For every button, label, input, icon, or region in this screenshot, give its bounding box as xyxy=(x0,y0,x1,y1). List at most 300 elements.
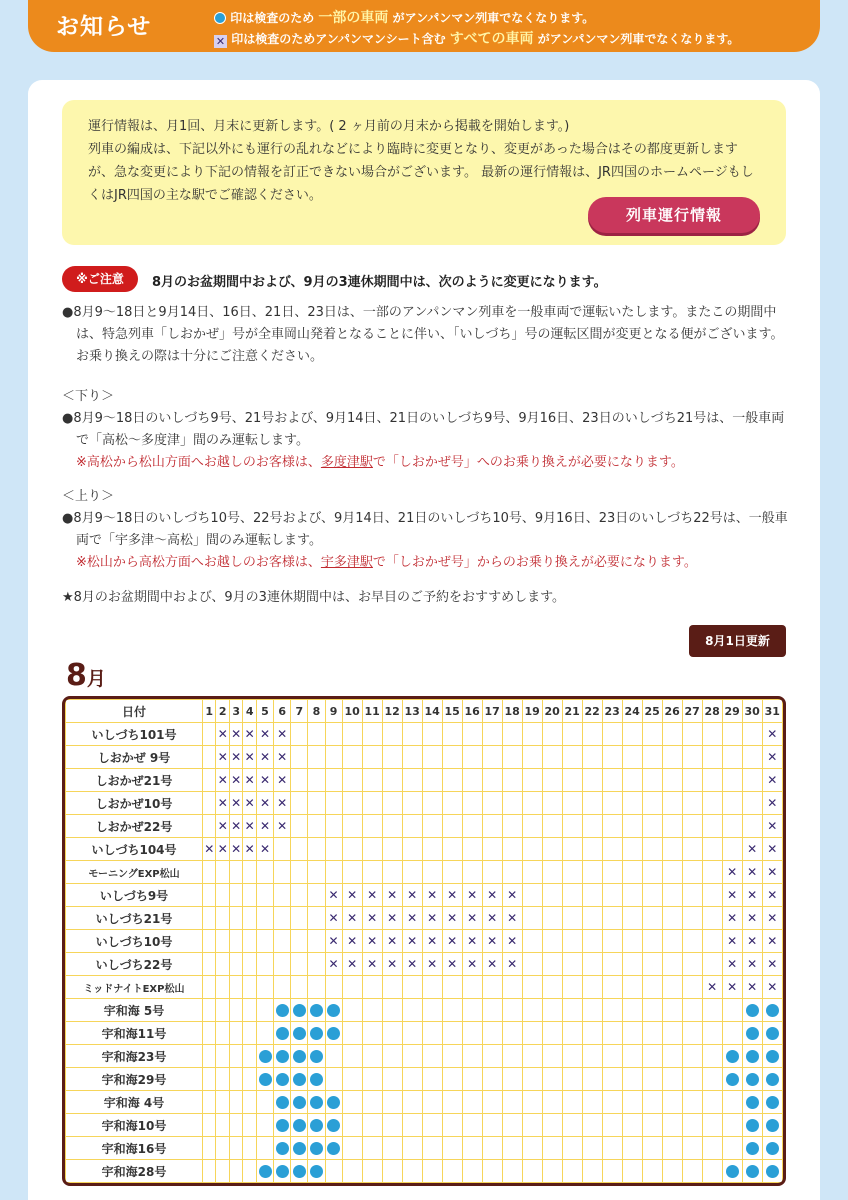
cell-partial xyxy=(291,1045,307,1067)
train-name: ミッドナイトEXP松山 xyxy=(66,976,202,998)
cell-empty xyxy=(703,723,722,745)
cell-empty xyxy=(383,723,402,745)
cell-empty xyxy=(483,1091,502,1113)
day-header: 10 xyxy=(343,700,362,722)
cell-empty xyxy=(723,723,742,745)
cell-partial xyxy=(274,1114,290,1136)
cell-empty xyxy=(703,1137,722,1159)
cell-empty xyxy=(703,861,722,883)
x-mark-icon: ✕ xyxy=(723,861,742,883)
day-header: 5 xyxy=(257,700,273,722)
cell-empty xyxy=(503,1068,522,1090)
cell-empty xyxy=(483,861,502,883)
cell-empty xyxy=(291,907,307,929)
cell-empty xyxy=(403,1045,422,1067)
cell-empty xyxy=(443,723,462,745)
cell-empty xyxy=(443,1022,462,1044)
cell-empty xyxy=(523,815,542,837)
cell-empty xyxy=(543,907,562,929)
cell-partial xyxy=(308,1114,324,1136)
x-mark-icon: ✕ xyxy=(274,815,290,837)
cell-empty xyxy=(423,976,442,998)
cell-empty xyxy=(343,1068,362,1090)
x-mark-icon: ✕ xyxy=(274,792,290,814)
blue-dot-icon xyxy=(746,1050,759,1063)
x-mark-icon: ✕ xyxy=(243,838,255,860)
cell-empty xyxy=(563,999,582,1021)
x-mark-icon: ✕ xyxy=(763,976,782,998)
cell-empty xyxy=(291,769,307,791)
blue-dot-icon xyxy=(746,1142,759,1155)
x-mark-icon: ✕ xyxy=(423,907,442,929)
cell-empty xyxy=(503,1137,522,1159)
cell-empty xyxy=(203,1068,215,1090)
cell-empty xyxy=(243,1114,255,1136)
cell-empty xyxy=(603,815,622,837)
x-mark-icon: ✕ xyxy=(463,953,482,975)
table-row xyxy=(66,861,782,883)
cell-empty xyxy=(230,861,242,883)
cell-empty xyxy=(291,815,307,837)
cell-partial xyxy=(763,999,782,1021)
table-row xyxy=(66,976,782,998)
blue-dot-icon xyxy=(310,1050,323,1063)
blue-dot-icon xyxy=(310,1165,323,1178)
cell-empty xyxy=(523,746,542,768)
cell-empty xyxy=(483,1068,502,1090)
cell-empty xyxy=(543,769,562,791)
cell-partial xyxy=(274,1091,290,1113)
cell-empty xyxy=(423,1022,442,1044)
cell-empty xyxy=(423,723,442,745)
cell-empty xyxy=(383,769,402,791)
x-mark-icon: ✕ xyxy=(443,884,462,906)
cell-empty xyxy=(216,1045,228,1067)
day-header: 6 xyxy=(274,700,290,722)
table-row xyxy=(66,723,782,745)
cell-empty xyxy=(503,1091,522,1113)
day-header: 28 xyxy=(703,700,722,722)
train-operation-info-button[interactable]: 列車運行情報 xyxy=(588,197,760,233)
x-mark-icon: ✕ xyxy=(326,907,342,929)
x-mark-icon: ✕ xyxy=(763,838,782,860)
x-mark-icon: ✕ xyxy=(423,884,442,906)
cell-empty xyxy=(443,1137,462,1159)
cell-empty xyxy=(483,1045,502,1067)
cell-empty xyxy=(623,861,642,883)
cell-empty xyxy=(343,976,362,998)
cell-empty xyxy=(363,815,382,837)
cell-empty xyxy=(403,1114,422,1136)
cell-empty xyxy=(603,769,622,791)
cell-empty xyxy=(403,792,422,814)
cell-empty xyxy=(503,769,522,791)
cell-empty xyxy=(291,861,307,883)
blue-dot-icon xyxy=(327,1119,340,1132)
cell-empty xyxy=(503,792,522,814)
cell-empty xyxy=(643,999,662,1021)
cell-empty xyxy=(423,1137,442,1159)
cell-empty xyxy=(463,1045,482,1067)
cell-partial xyxy=(743,1022,762,1044)
cell-empty xyxy=(623,930,642,952)
cell-empty xyxy=(603,792,622,814)
cell-empty xyxy=(230,1022,242,1044)
day-header: 30 xyxy=(743,700,762,722)
cell-empty xyxy=(257,930,273,952)
cell-empty xyxy=(583,861,602,883)
cell-partial xyxy=(326,1091,342,1113)
cell-partial xyxy=(257,1045,273,1067)
x-mark-icon: ✕ xyxy=(326,884,342,906)
cell-empty xyxy=(243,1068,255,1090)
cell-empty xyxy=(563,1160,582,1182)
train-name: 宇和海 5号 xyxy=(66,999,202,1021)
cell-empty xyxy=(230,907,242,929)
cell-empty xyxy=(463,723,482,745)
cell-partial xyxy=(723,1068,742,1090)
cell-empty xyxy=(243,1137,255,1159)
x-mark-icon: ✕ xyxy=(215,35,226,48)
cell-empty xyxy=(683,1045,702,1067)
cell-empty xyxy=(274,930,290,952)
x-mark-icon: ✕ xyxy=(743,838,762,860)
cell-partial xyxy=(723,1045,742,1067)
x-mark-icon: ✕ xyxy=(403,953,422,975)
cell-empty xyxy=(230,1114,242,1136)
cell-empty xyxy=(326,838,342,860)
cell-empty xyxy=(230,930,242,952)
cell-partial xyxy=(291,1160,307,1182)
cell-partial xyxy=(326,1137,342,1159)
train-name: しおかぜ21号 xyxy=(66,769,202,791)
blue-dot-icon xyxy=(293,1050,306,1063)
cell-empty xyxy=(403,746,422,768)
cell-empty xyxy=(523,838,542,860)
train-name: 宇和海28号 xyxy=(66,1160,202,1182)
cell-empty xyxy=(203,953,215,975)
cell-empty xyxy=(463,861,482,883)
cell-empty xyxy=(683,723,702,745)
cell-empty xyxy=(423,815,442,837)
cell-empty xyxy=(243,953,255,975)
cell-empty xyxy=(683,1091,702,1113)
blue-dot-icon xyxy=(276,1165,289,1178)
day-header: 20 xyxy=(543,700,562,722)
blue-dot-icon xyxy=(276,1073,289,1086)
cell-empty xyxy=(543,1045,562,1067)
cell-empty xyxy=(583,1022,602,1044)
cell-empty xyxy=(583,1114,602,1136)
cell-empty xyxy=(230,884,242,906)
cell-empty xyxy=(383,838,402,860)
cell-empty xyxy=(563,746,582,768)
cell-empty xyxy=(563,1114,582,1136)
cell-empty xyxy=(463,976,482,998)
blue-dot-icon xyxy=(293,1119,306,1132)
day-header: 19 xyxy=(523,700,542,722)
cell-empty xyxy=(583,976,602,998)
cell-empty xyxy=(523,953,542,975)
cell-empty xyxy=(326,769,342,791)
day-header: 18 xyxy=(503,700,522,722)
table-row xyxy=(66,792,782,814)
cell-empty xyxy=(643,815,662,837)
x-mark-icon: ✕ xyxy=(363,884,382,906)
cell-empty xyxy=(523,792,542,814)
x-mark-icon: ✕ xyxy=(243,815,255,837)
cell-empty xyxy=(643,1022,662,1044)
cell-empty xyxy=(543,999,562,1021)
cell-empty xyxy=(291,976,307,998)
cell-empty xyxy=(523,1068,542,1090)
cell-empty xyxy=(603,907,622,929)
cell-empty xyxy=(663,884,682,906)
cell-empty xyxy=(308,792,324,814)
cell-empty xyxy=(523,999,542,1021)
day-header: 8 xyxy=(308,700,324,722)
cell-empty xyxy=(326,861,342,883)
blue-dot-icon xyxy=(276,1119,289,1132)
cell-empty xyxy=(603,861,622,883)
cell-empty xyxy=(243,1160,255,1182)
cell-empty xyxy=(291,746,307,768)
month-title: 8月 xyxy=(66,658,106,693)
blue-dot-icon xyxy=(259,1050,272,1063)
x-mark-icon: ✕ xyxy=(243,792,255,814)
day-header: 13 xyxy=(403,700,422,722)
cell-empty xyxy=(703,953,722,975)
blue-dot-icon xyxy=(746,1119,759,1132)
cell-empty xyxy=(663,976,682,998)
cell-empty xyxy=(308,861,324,883)
cell-empty xyxy=(643,838,662,860)
cell-empty xyxy=(563,861,582,883)
cell-empty xyxy=(623,723,642,745)
cell-empty xyxy=(326,1068,342,1090)
cell-empty xyxy=(363,1022,382,1044)
cell-empty xyxy=(683,746,702,768)
cell-empty xyxy=(343,815,362,837)
cell-partial xyxy=(291,1114,307,1136)
cell-empty xyxy=(623,976,642,998)
day-header: 26 xyxy=(663,700,682,722)
cell-empty xyxy=(523,723,542,745)
cell-empty xyxy=(623,1045,642,1067)
cell-partial xyxy=(723,1160,742,1182)
cell-empty xyxy=(216,999,228,1021)
recommend-note: ★8月のお盆期間中および、9月の3連休期間中は、お早目のご予約をおすすめします。 xyxy=(62,590,566,605)
cell-empty xyxy=(443,1160,462,1182)
x-mark-icon: ✕ xyxy=(503,930,522,952)
cell-empty xyxy=(343,1091,362,1113)
cell-empty xyxy=(423,999,442,1021)
x-mark-icon: ✕ xyxy=(257,723,273,745)
table-row xyxy=(66,953,782,975)
cell-empty xyxy=(663,1068,682,1090)
cell-empty xyxy=(343,792,362,814)
cell-empty xyxy=(583,930,602,952)
cell-empty xyxy=(643,884,662,906)
cell-empty xyxy=(463,1022,482,1044)
cell-empty xyxy=(603,1068,622,1090)
train-name: 宇和海23号 xyxy=(66,1045,202,1067)
cell-empty xyxy=(291,792,307,814)
cell-empty xyxy=(230,1091,242,1113)
cell-empty xyxy=(243,861,255,883)
train-name: いしづち9号 xyxy=(66,884,202,906)
cell-empty xyxy=(643,746,662,768)
cell-empty xyxy=(483,1160,502,1182)
cell-empty xyxy=(383,792,402,814)
cell-empty xyxy=(663,769,682,791)
cell-partial xyxy=(763,1022,782,1044)
cell-partial xyxy=(274,1022,290,1044)
cell-partial xyxy=(763,1045,782,1067)
cell-empty xyxy=(363,999,382,1021)
cell-empty xyxy=(216,861,228,883)
notice-line-partial: 印は検査のため 一部の車両 がアンパンマン列車でなくなります。 xyxy=(214,7,594,27)
cell-empty xyxy=(274,907,290,929)
cell-empty xyxy=(683,884,702,906)
cell-partial xyxy=(308,1022,324,1044)
x-mark-icon: ✕ xyxy=(383,884,402,906)
cell-empty xyxy=(523,1091,542,1113)
cell-empty xyxy=(603,1045,622,1067)
cell-partial xyxy=(291,1091,307,1113)
cell-empty xyxy=(230,1068,242,1090)
cell-partial xyxy=(308,1045,324,1067)
blue-dot-icon xyxy=(726,1050,739,1063)
cell-empty xyxy=(683,838,702,860)
day-header: 22 xyxy=(583,700,602,722)
table-row xyxy=(66,884,782,906)
cell-empty xyxy=(503,976,522,998)
cell-empty xyxy=(603,1160,622,1182)
cell-partial xyxy=(274,1137,290,1159)
cell-empty xyxy=(623,1068,642,1090)
cell-empty xyxy=(343,1022,362,1044)
cell-empty xyxy=(363,746,382,768)
blue-dot-icon xyxy=(327,1027,340,1040)
cell-empty xyxy=(343,723,362,745)
x-mark-icon: ✕ xyxy=(503,907,522,929)
cell-empty xyxy=(216,1022,228,1044)
cell-empty xyxy=(523,1137,542,1159)
cell-empty xyxy=(343,1160,362,1182)
cell-empty xyxy=(383,999,402,1021)
cell-empty xyxy=(623,1091,642,1113)
table-row xyxy=(66,1114,782,1136)
cell-empty xyxy=(383,1022,402,1044)
cell-empty xyxy=(583,769,602,791)
cell-empty xyxy=(623,999,642,1021)
cell-empty xyxy=(257,861,273,883)
cell-empty xyxy=(443,861,462,883)
x-mark-icon: ✕ xyxy=(743,930,762,952)
cell-partial xyxy=(291,1137,307,1159)
cell-empty xyxy=(383,1068,402,1090)
cell-empty xyxy=(326,976,342,998)
cell-empty xyxy=(403,1091,422,1113)
day-header: 25 xyxy=(643,700,662,722)
day-header: 27 xyxy=(683,700,702,722)
x-mark-icon: ✕ xyxy=(443,930,462,952)
cell-empty xyxy=(443,746,462,768)
cell-partial xyxy=(763,1091,782,1113)
cell-empty xyxy=(583,792,602,814)
cell-empty xyxy=(203,1045,215,1067)
cell-empty xyxy=(583,953,602,975)
cell-empty xyxy=(663,861,682,883)
cell-empty xyxy=(343,861,362,883)
cell-empty xyxy=(683,1137,702,1159)
cell-empty xyxy=(683,861,702,883)
cell-empty xyxy=(308,884,324,906)
cell-empty xyxy=(543,1091,562,1113)
cell-empty xyxy=(483,838,502,860)
notice-banner xyxy=(28,0,820,52)
cell-empty xyxy=(343,999,362,1021)
x-mark-icon: ✕ xyxy=(257,792,273,814)
tadotsu-station-link[interactable]: 多度津駅 xyxy=(320,455,373,470)
cell-empty xyxy=(563,815,582,837)
cell-empty xyxy=(203,1114,215,1136)
blue-dot-icon xyxy=(276,1096,289,1109)
cell-empty xyxy=(243,976,255,998)
blue-dot-icon xyxy=(766,1073,779,1086)
day-header: 31 xyxy=(763,700,782,722)
cell-empty xyxy=(583,746,602,768)
cell-empty xyxy=(503,1160,522,1182)
cell-empty xyxy=(403,1022,422,1044)
cell-empty xyxy=(663,1137,682,1159)
cell-empty xyxy=(723,815,742,837)
x-mark-icon: ✕ xyxy=(230,769,242,791)
cell-empty xyxy=(683,1160,702,1182)
up-section: ＜上り＞ ●8月9～18日のいしづち10号、22号および、9月14日、21日のいしづち10号、9月16日、23日のいしづち22号は、一般車両で「宇多津～高松」間のみ運転します。 ※松山から高松方面へお越しのお客様は、宇多津駅で「しおかぜ号」からのお乗り換えが必要になります。 xyxy=(62,486,790,574)
table-row xyxy=(66,815,782,837)
x-mark-icon: ✕ xyxy=(743,861,762,883)
cell-empty xyxy=(203,861,215,883)
x-mark-icon: ✕ xyxy=(257,838,273,860)
cell-empty xyxy=(723,1114,742,1136)
train-name: 宇和海11号 xyxy=(66,1022,202,1044)
cell-empty xyxy=(683,769,702,791)
schedule-table xyxy=(62,696,786,1186)
cell-empty xyxy=(583,1045,602,1067)
cell-partial xyxy=(308,1137,324,1159)
cell-empty xyxy=(243,1045,255,1067)
cell-empty xyxy=(463,1114,482,1136)
cell-empty xyxy=(403,861,422,883)
cell-empty xyxy=(443,815,462,837)
cell-empty xyxy=(563,1137,582,1159)
x-mark-icon: ✕ xyxy=(326,930,342,952)
cell-empty xyxy=(723,792,742,814)
cell-empty xyxy=(423,861,442,883)
cell-empty xyxy=(663,953,682,975)
utazu-station-link[interactable]: 宇多津駅 xyxy=(320,555,373,570)
notice-paragraph: ●8月9～18日と9月14日、16日、21日、23日は、一部のアンパンマン列車を一般車両で運転いたします。またこの期間中は、特急列車「しおかぜ」号が全車岡山発着となることに伴い、「いしづち」号の運転区間が変更となる便がございます。お乗り換えの際は十分にご注意ください。 xyxy=(62,305,784,364)
cell-empty xyxy=(403,1068,422,1090)
cell-empty xyxy=(308,838,324,860)
x-mark-icon: ✕ xyxy=(763,792,782,814)
cell-empty xyxy=(583,815,602,837)
cell-empty xyxy=(443,1114,462,1136)
cell-empty xyxy=(308,976,324,998)
cell-empty xyxy=(243,930,255,952)
